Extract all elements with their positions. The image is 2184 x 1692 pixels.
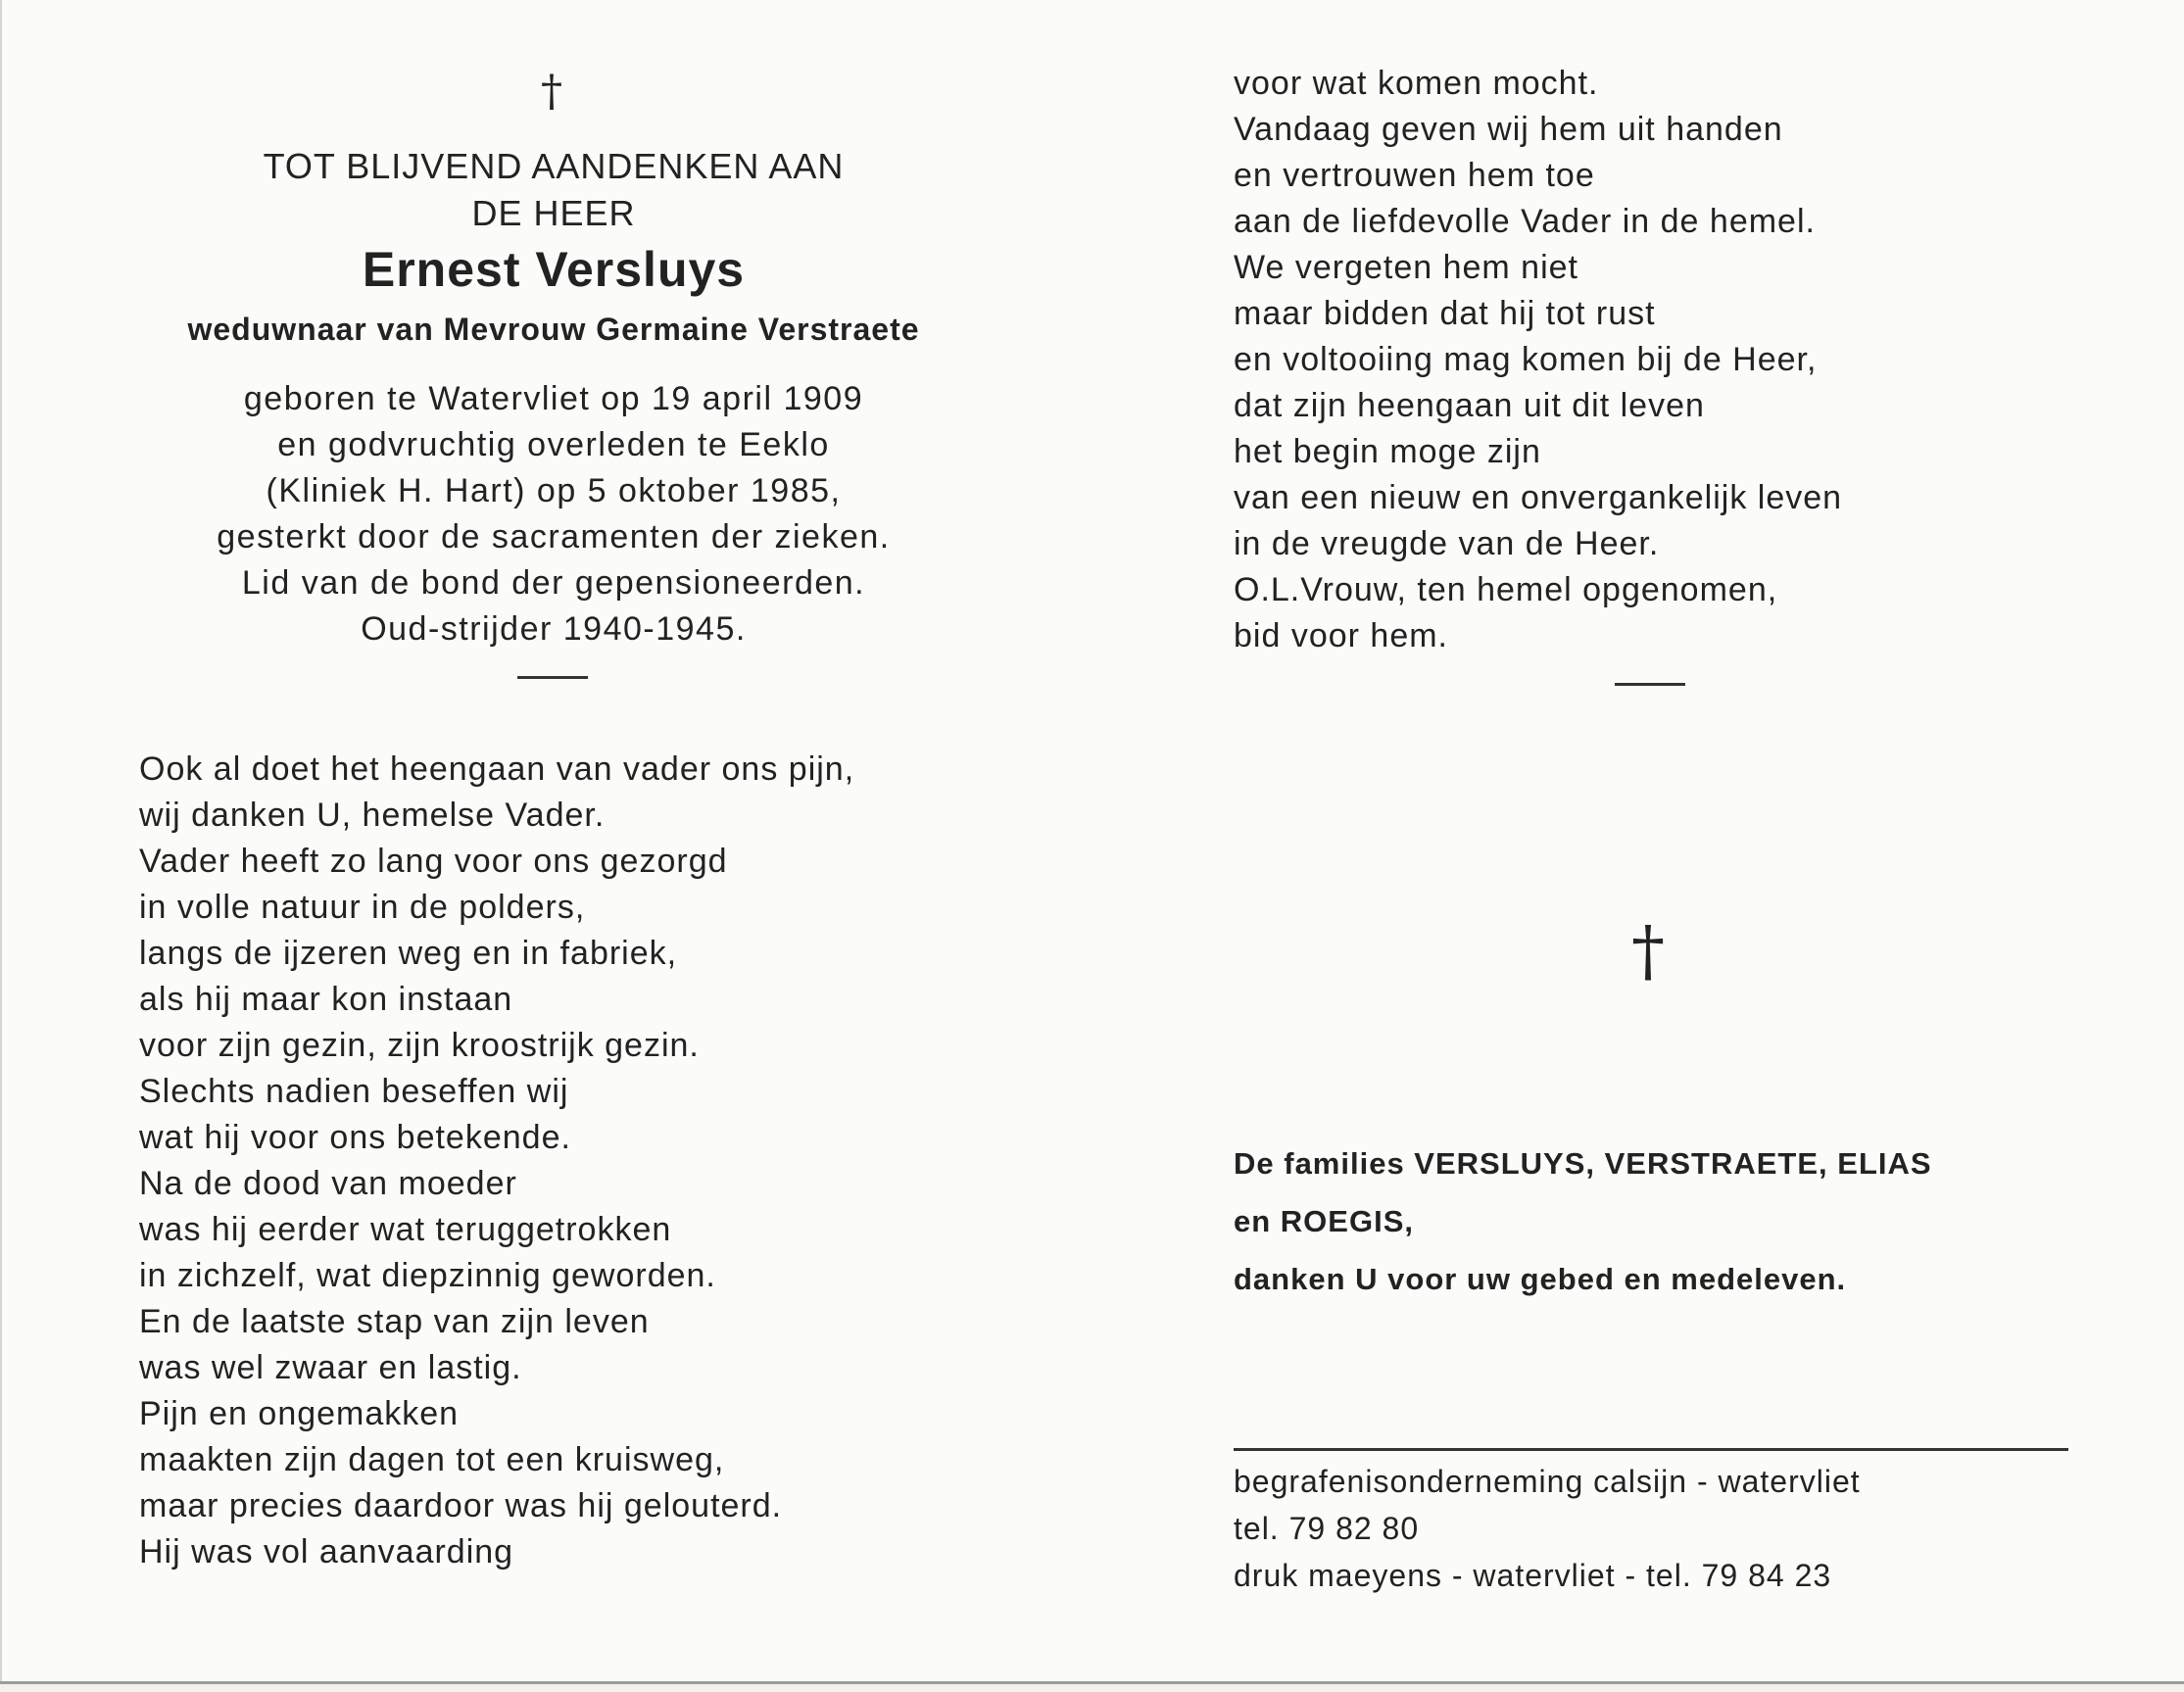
poem-line: in de vreugde van de Heer. [1234,525,1660,562]
poem-line: als hij maar kon instaan [139,981,513,1018]
poem-line: maar bidden dat hij tot rust [1234,295,1656,332]
bio-line: Lid van de bond der gepensioneerden. [241,564,866,602]
poem-line: voor wat komen mocht. [1234,65,1599,102]
footer-block [1234,1458,1861,1599]
poem-line: We vergeten hem niet [1234,249,1578,286]
poem-line: bid voor hem. [1234,617,1448,654]
footer-divider [1234,1448,2068,1451]
heading-line-2: DE HEER [471,193,636,233]
heading-block [127,143,980,237]
poem-line: maakten zijn dagen tot een kruisweg, [139,1441,725,1478]
bio-block [127,376,980,653]
poem-line: dat zijn heengaan uit dit leven [1234,387,1705,424]
bio-line: Oud-strijder 1940-1945. [361,610,747,648]
poem-line: Pijn en ongemakken [139,1395,460,1432]
footer-line: druk maeyens - watervliet - tel. 79 84 23 [1234,1558,1832,1593]
poem-line: voor zijn gezin, zijn kroostrijk gezin. [139,1027,700,1064]
bio-line: (Kliniek H. Hart) op 5 oktober 1985, [266,472,842,509]
poem-line: Vader heeft zo lang voor ons gezorgd [139,843,728,880]
bio-line: en godvruchtig overleden te Eeklo [277,426,830,463]
poem-line: langs de ijzeren weg en in fabriek, [139,935,678,972]
thanks-line: en ROEGIS, [1234,1204,1414,1238]
poem-line: maar precies daardoor was hij gelouterd. [139,1487,783,1524]
poem-line: wij danken U, hemelse Vader. [139,797,606,834]
name-block [127,235,980,304]
cross-icon-top: † [541,67,562,117]
poem-line: van een nieuw en onvergankelijk leven [1234,479,1843,516]
poem-left [139,747,854,1575]
footer-line: tel. 79 82 80 [1234,1511,1420,1546]
bio-line: geboren te Watervliet op 19 april 1909 [243,380,864,417]
poem-right [1234,61,1842,659]
poem-line: Hij was vol aanvaarding [139,1533,514,1571]
poem-line: en vertrouwen hem toe [1234,157,1595,194]
heading-line-1: TOT BLIJVEND AANDENKEN AAN [263,146,845,186]
poem-line: in zichzelf, wat diepzinnig geworden. [139,1257,716,1294]
poem-line: Ook al doet het heengaan van vader ons pijn, [139,750,855,788]
subtitle-block [127,305,980,354]
poem-line: en voltooiing mag komen bij de Heer, [1234,341,1818,378]
poem-line: het begin moge zijn [1234,433,1541,470]
poem-line: Na de dood van moeder [139,1165,517,1202]
cross-icon-right: † [1631,913,1665,991]
poem-line: En de laatste stap van zijn leven [139,1303,650,1340]
deceased-name: Ernest Versluys [362,242,746,297]
widower-subtitle: weduwnaar van Mevrouw Germaine Verstraete [187,312,920,347]
poem-line: aan de liefdevolle Vader in de hemel. [1234,203,1816,240]
poem-line: in volle natuur in de polders, [139,889,586,926]
card-left-edge [0,0,2,1683]
thanks-block [1234,1135,1932,1308]
poem-line: wat hij voor ons betekende. [139,1119,571,1156]
poem-line: was wel zwaar en lastig. [139,1349,522,1386]
thanks-line: De families VERSLUYS, VERSTRAETE, ELIAS [1234,1146,1932,1181]
poem-line: was hij eerder wat teruggetrokken [139,1211,672,1248]
poem-line: O.L.Vrouw, ten hemel opgenomen, [1234,571,1778,608]
divider-left [517,676,588,679]
thanks-line: danken U voor uw gebed en medeleven. [1234,1262,1847,1296]
bio-line: gesterkt door de sacramenten der zieken. [217,518,891,556]
card-bottom-edge [0,1681,2184,1684]
footer-line: begrafenisonderneming calsijn - watervliet [1234,1464,1861,1499]
poem-line: Vandaag geven wij hem uit handen [1234,111,1783,148]
divider-right [1615,683,1685,686]
poem-line: Slechts nadien beseffen wij [139,1073,569,1110]
